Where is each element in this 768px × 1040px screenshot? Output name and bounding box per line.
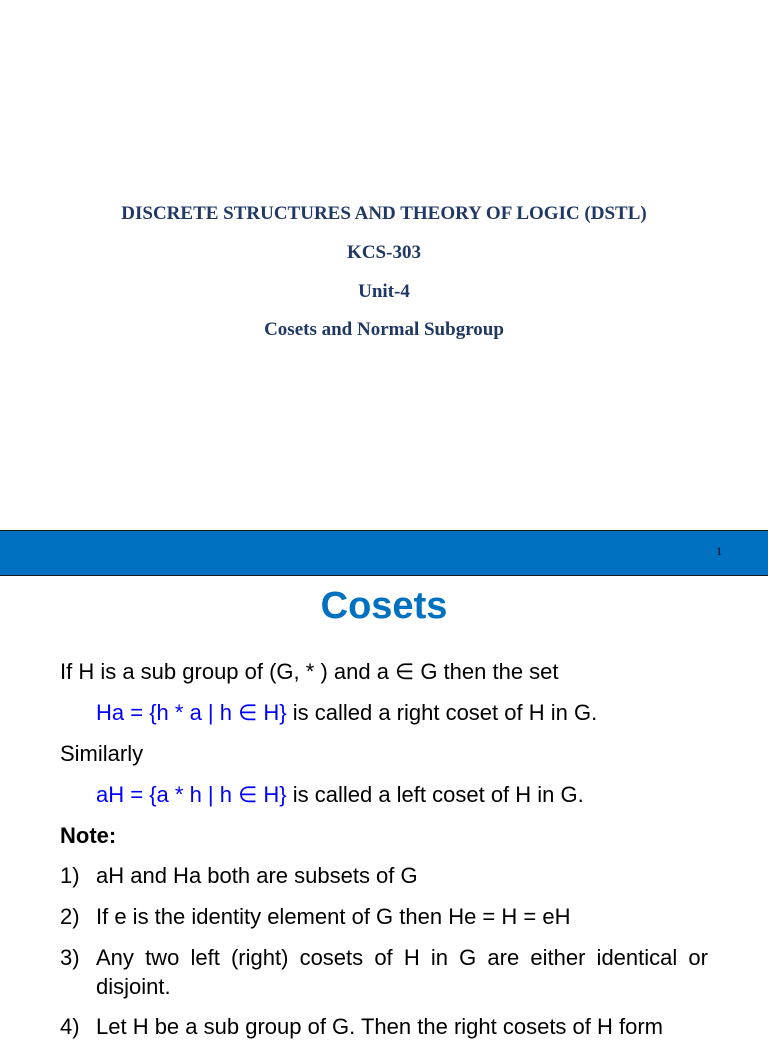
list-item (60, 863, 418, 889)
slide-title: Cosets (320, 585, 448, 627)
list-number: 3) (60, 945, 80, 970)
list-item (60, 904, 570, 930)
list-number: 1) (60, 863, 80, 888)
list-text: Any two left (right) cosets of H in G are either identical or disjoint. (96, 945, 708, 999)
list-text: aH and Ha both are subsets of G (96, 863, 418, 888)
intro-text: If H is a sub group of (G, * ) and a ∈ G then the set (60, 659, 559, 684)
page-number: 1 (716, 544, 722, 558)
list-number: 2) (60, 904, 80, 929)
right-coset-definition (96, 700, 597, 726)
right-coset-text: is called a right coset of H in G. (286, 700, 598, 725)
course-title: DISCRETE STRUCTURES AND THEORY OF LOGIC (DSTL) (121, 203, 647, 224)
similarly-text: Similarly (60, 741, 144, 766)
right-coset-formula: Ha = {h * a | h ∈ H} (96, 700, 287, 725)
left-coset-text: is called a left coset of H in G. (286, 782, 584, 807)
note-label: Note: (60, 823, 117, 848)
list-text: If e is the identity element of G then He = H = eH (96, 904, 571, 929)
course-code: KCS-303 (347, 242, 421, 263)
unit-label: Unit-4 (358, 281, 410, 302)
topic-label: Cosets and Normal Subgroup (264, 319, 504, 340)
list-number: 4) (60, 1014, 80, 1039)
slide-footer-bar (0, 530, 768, 576)
left-coset-formula: aH = {a * h | h ∈ H} (96, 782, 287, 807)
left-coset-definition (96, 782, 584, 808)
list-text: Let H be a sub group of G. Then the right cosets of H form (96, 1014, 664, 1039)
